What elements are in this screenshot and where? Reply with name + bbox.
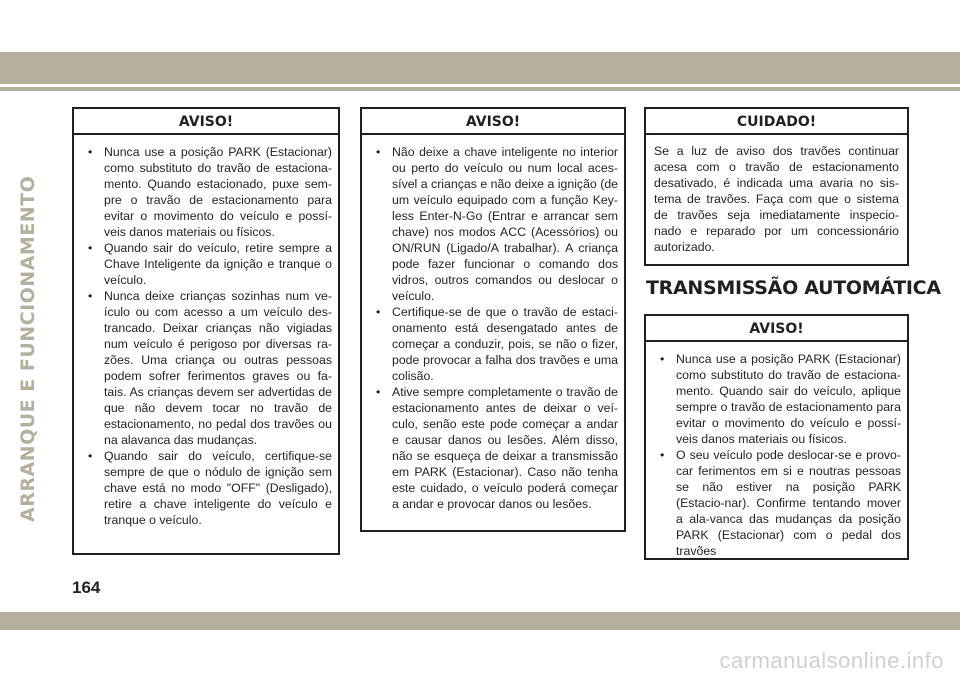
caution-text: Se a luz de aviso dos travões continuar acesa com o travão de estacionamento desativado, é indicada uma avaria no sis-tema de travões. Faça com que o sistema de travões seja imediatamente inspecio-nado e reparado por um concessionário autorizado. xyxy=(654,144,899,254)
section-title: TRANSMISSÃO AUTOMÁTICA xyxy=(646,277,941,299)
watermark: carmanualsonline.info xyxy=(719,648,944,673)
list-item: • Quando sair do veículo, certifique-se sempre de que o nódulo de ignição sem chave está no modo "OFF" (Desligado), retire a chave inteligente do veículo e tranque o veículo. xyxy=(82,448,332,528)
warning-list xyxy=(370,144,618,512)
warning-heading: AVISO! xyxy=(74,109,338,135)
list-item: • Quando sair do veículo, retire sempre a Chave Inteligente da ignição e tranque o veículo. xyxy=(82,240,332,288)
warning-box-2 xyxy=(360,107,626,532)
warning-heading: AVISO! xyxy=(646,316,907,342)
chapter-side-tab: ARRANQUE E FUNCIONAMENTO xyxy=(17,175,39,522)
warning-list xyxy=(82,144,332,528)
list-item: • Certifique-se de que o travão de estaci-onamento está desengatado antes de começar a conduzir, pois, se não o fizer, pode provocar a falha dos travões e uma colisão. xyxy=(370,304,618,384)
caution-heading: CUIDADO! xyxy=(646,109,907,135)
list-item: • Ative sempre completamente o travão de estacionamento antes de deixar o veí-culo, senão este pode começar a andar e causar danos ou lesões. Além disso, não se esqueça de deixar a transmissão em PARK (Estacionar). Caso não tenha este cuidado, o veículo poderá começar a andar e provocar danos ou lesões. xyxy=(370,384,618,512)
warning-heading: AVISO! xyxy=(362,109,624,135)
warning-box-3 xyxy=(644,314,909,560)
list-item: • Nunca use a posição PARK (Estacionar) como substituto do travão de estaciona-mento. Quando estacionado, puxe sem-pre o travão de estacionamento para evitar o movimento do veículo e possí-veis danos materiais ou físicos. xyxy=(82,144,332,240)
page-number: 164 xyxy=(72,578,101,597)
warning-list xyxy=(654,351,901,559)
warning-box-1 xyxy=(72,107,340,555)
list-item: • Não deixe a chave inteligente no interior ou perto do veículo ou num local aces-sível a crianças e não deixe a ignição (de um veículo equipado com a função Key-less Enter-N-Go (Entrar e arrancar sem chave) nos modos ACC (Acessórios) ou ON/RUN (Ligado/A trabalhar). A criança pode fazer funcionar o comando dos vidros, outros comandos ou deslocar o veículo. xyxy=(370,144,618,304)
list-item: • Nunca use a posição PARK (Estacionar) como substituto do travão de estaciona-mento. Quando sair do veículo, aplique sempre o travão de estacionamento para evitar o movimento do veículo e possí-veis danos materiais ou físicos. xyxy=(654,351,901,447)
header-band xyxy=(0,52,960,84)
header-rule xyxy=(0,87,960,91)
footer-band xyxy=(0,612,960,630)
list-item: • O seu veículo pode deslocar-se e provo-car ferimentos em si e noutras pessoas se não estiver na posição PARK (Estacio-nar). Confirme tentando mover a ala-vanca das mudanças da posição PARK (Estacionar) com o pedal dos travões xyxy=(654,447,901,559)
caution-box xyxy=(644,107,909,266)
list-item: • Nunca deixe crianças sozinhas num ve-ículo ou com acesso a um veículo des-trancado. Deixar crianças não vigiadas num veículo é perigoso por diversas ra-zões. Uma criança ou outras pessoas podem sofrer ferimentos graves ou fa-tais. As crianças devem ser advertidas de que não devem tocar no travão de estacionamento, no pedal dos travões ou na alavanca das mudanças. xyxy=(82,288,332,448)
